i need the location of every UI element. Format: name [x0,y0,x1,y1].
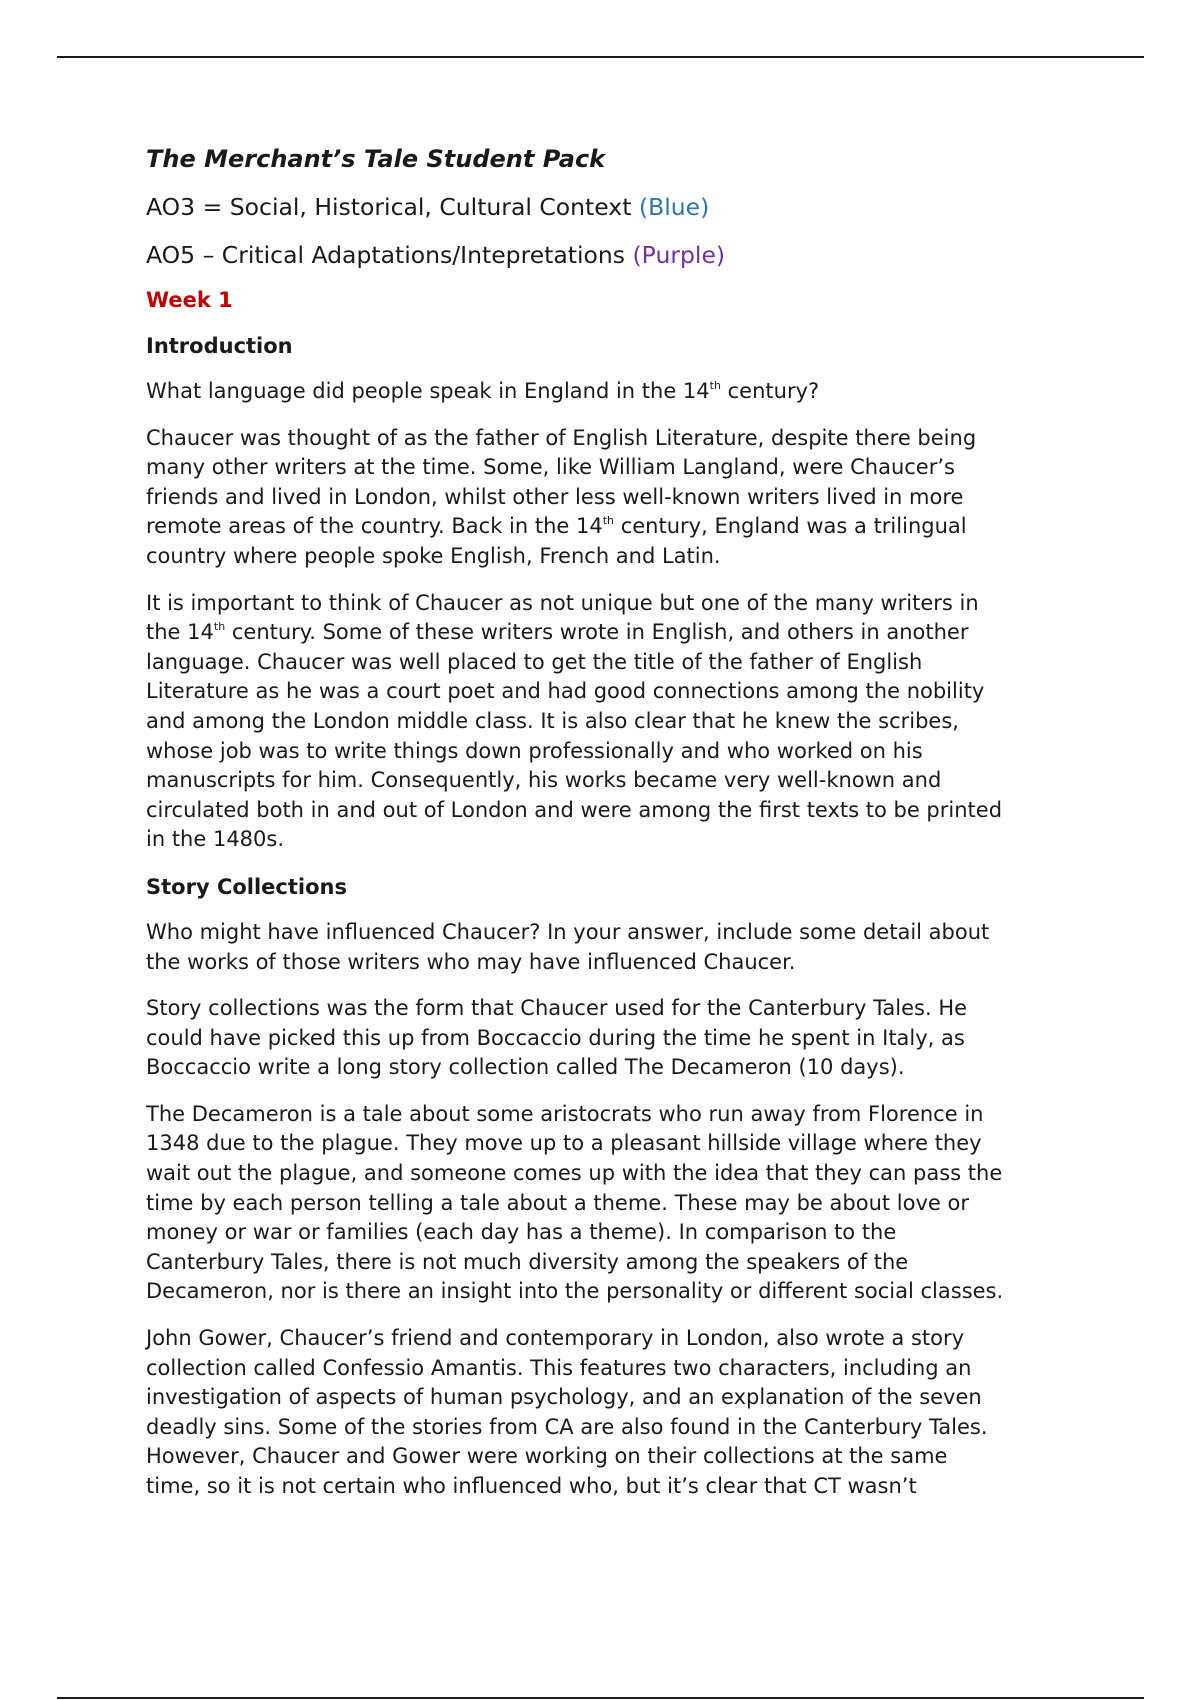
story-collections-paragraph-2: The Decameron is a tale about some aristocrats who run away from Florence in 1348 due to the plague. They move up to a pleasant hillside village where they wait out the plague, and someone comes up with the idea that they can pass the time by each person telling a tale about a theme. These may be about love or money or war or families (each day has a theme). In comparison to the Canterbury Tales, there is not much diversity among the speakers of the Decameron, nor is there an insight into the personality or different social classes. [146,1101,1004,1304]
text-fragment: It is important to think of Chaucer as not unique but one of the many writers in the 14 [146,590,979,645]
story-collections-question: Who might have influenced Chaucer? In your answer, include some detail about the works of those writers who may have influenced Chaucer. [146,919,990,974]
superscript: th [602,514,615,528]
section-heading-story-collections: Story Collections [146,874,347,899]
week-label: Week 1 [146,288,233,312]
document-body [146,141,1066,1519]
section-heading-introduction: Introduction [146,334,293,358]
ao3-text: AO3 = Social, Historical, Cultural Context [146,193,639,221]
ao5-color-label: (Purple) [632,241,726,269]
story-collections-paragraph-3: John Gower, Chaucer’s friend and contemporary in London, also wrote a story collection called Confessio Amantis. This features two characters, including an investigation of aspects of human psychology, and an explanation of the seven deadly sins. Some of the stories from CA are also found in the Canterbury Tales. However, Chaucer and Gower were working on their collections at the same time, so it is not certain who influenced who, but it’s clear that CT wasn’t [146,1326,988,1498]
text-fragment: What language did people speak in England in the 14 [146,379,710,403]
ao3-color-label: (Blue) [638,193,710,221]
ao5-text: AO5 – Critical Adaptations/Intepretations [146,241,633,269]
text-fragment: century, England was a trilingual country where people spoke English, French and Latin. [146,514,967,568]
superscript: th [709,379,721,392]
text-fragment: Chaucer was thought of as the father of English Literature, despite there being many other writers at the time. Some, like William Langland, were Chaucer’s friends and lived in London, whilst other less well-known writers lived in more remote areas of the country. Back in the 14 [146,425,977,539]
text-fragment: century? [720,379,820,403]
ao3-key [146,189,1066,225]
document-title: The Merchant’s Tale Student Pack [146,145,606,173]
text-fragment: century. Some of these writers wrote in English, and others in another language. Chaucer was well placed to get the title of the father of English Literature as he was a court poet and had good connections among the nobility and among the London middle class. It is also clear that he knew the scribes, whose job was to write things down professionally and who worked on his manuscripts for him. Consequently, his works became very well-known and circulated both in and out of London and were among the first texts to be printed in the 1480s. [146,620,1003,852]
header-rule [57,56,1144,58]
footer-rule [57,1697,1144,1699]
ao5-key [146,237,1066,273]
introduction-paragraph-2 [146,589,1066,855]
story-collections-paragraph-1: Story collections was the form that Chaucer used for the Canterbury Tales. He could have picked this up from Boccaccio during the time he spent in Italy, as Boccaccio write a long story collection called The Decameron (10 days). [146,996,968,1080]
introduction-paragraph-1 [146,424,1066,572]
introduction-question [146,377,1066,407]
superscript: th [213,620,226,634]
